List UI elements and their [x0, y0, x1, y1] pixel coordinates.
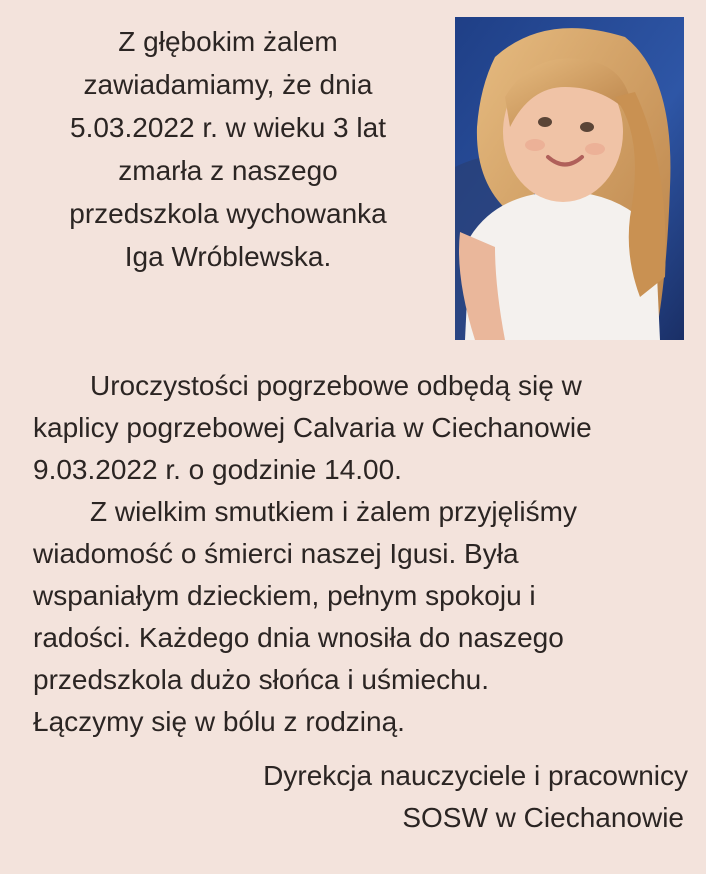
details-line: Z wielkim smutkiem i żalem przyjęliśmy [90, 496, 577, 527]
funeral-details-text [33, 365, 688, 743]
announcement-line: 5.03.2022 r. w wieku 3 lat [70, 112, 386, 143]
signature-line-staff: Dyrekcja nauczyciele i pracownicy [263, 760, 688, 791]
child-portrait-photo [455, 17, 684, 340]
signature [263, 755, 688, 839]
details-line: Łączymy się w bólu z rodziną. [33, 706, 405, 737]
announcement-line: przedszkola wychowanka [69, 198, 387, 229]
details-line: 9.03.2022 r. o godzinie 14.00. [33, 454, 402, 485]
details-line: wspaniałym dzieckiem, pełnym spokoju i [33, 580, 536, 611]
details-line: przedszkola dużo słońca i uśmiechu. [33, 664, 490, 695]
details-line: Uroczystości pogrzebowe odbędą się w [90, 370, 582, 401]
announcement-line: Z głębokim żalem [118, 26, 338, 57]
announcement-name-line: Iga Wróblewska. [124, 241, 332, 272]
details-line: kaplicy pogrzebowej Calvaria w Ciechanowie [33, 412, 592, 443]
announcement-line: zawiadamiamy, że dnia [83, 69, 373, 100]
signature-line-institution: SOSW w Ciechanowie [402, 802, 684, 833]
details-line: radości. Każdego dnia wnosiła do naszego [33, 622, 564, 653]
details-line: wiadomość o śmierci naszej Igusi. Była [33, 538, 519, 569]
portrait-image [455, 17, 684, 340]
announcement-text [18, 20, 438, 278]
announcement-line: zmarła z naszego [118, 155, 338, 186]
